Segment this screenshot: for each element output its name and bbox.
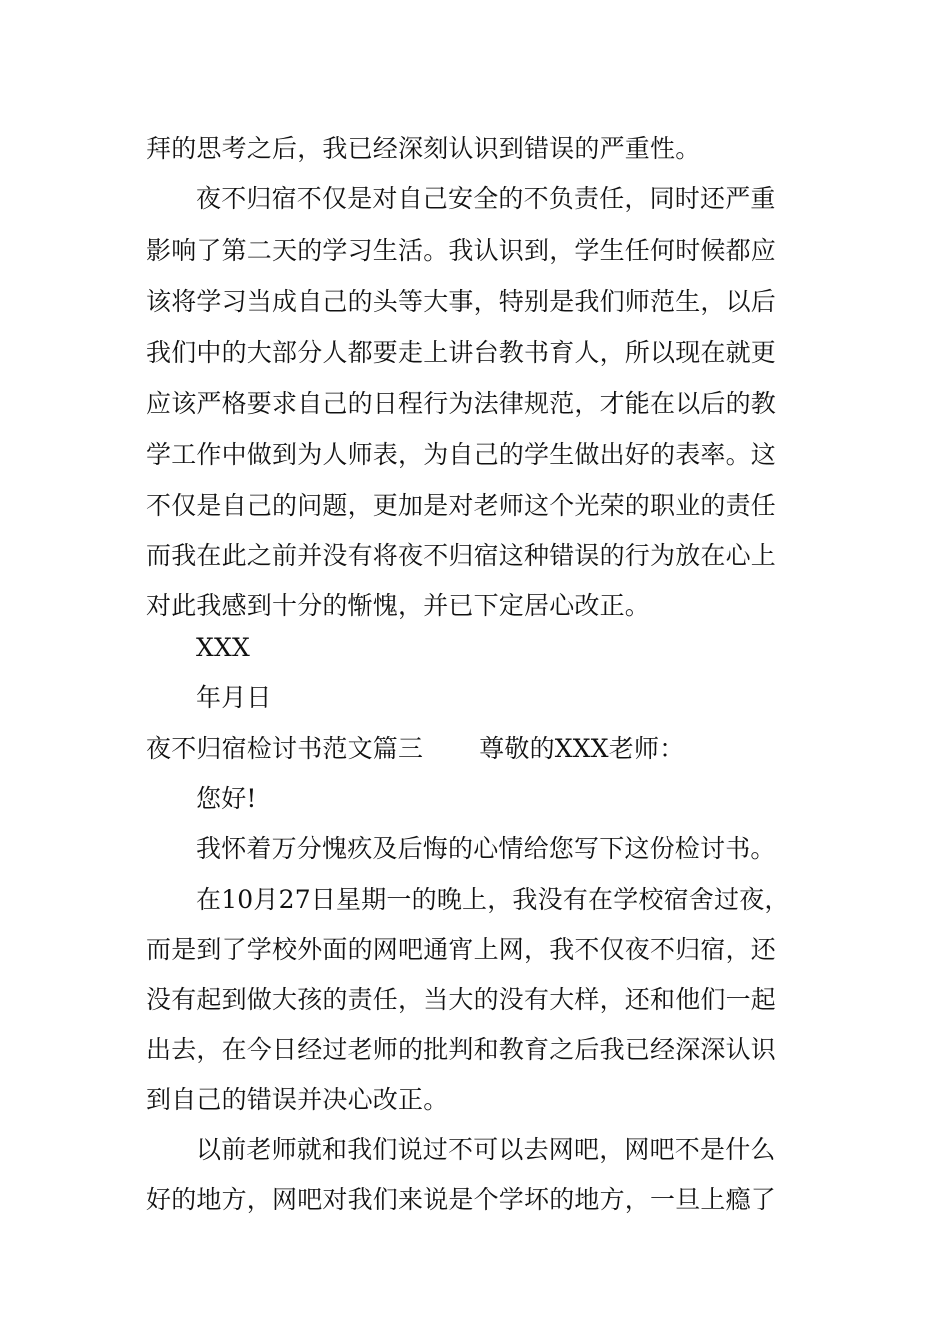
- text-line: 应该严格要求自己的日程行为法律规范，才能在以后的教: [146, 389, 777, 418]
- text-line: 到自己的错误并决心改正。: [146, 1085, 449, 1114]
- text-line: 学工作中做到为人师表，为自己的学生做出好的表率。这: [146, 440, 777, 469]
- text-line: 而我在此之前并没有将夜不归宿这种错误的行为放在心上: [146, 541, 777, 570]
- section-title: 夜不归宿检讨书范文篇三: [146, 734, 424, 763]
- paragraph-start: 我怀着万分愧疚及后悔的心情给您写下这份检讨书。: [196, 834, 776, 863]
- salutation: 尊敬的XXX老师：: [479, 734, 685, 763]
- text-line: 出去，在今日经过老师的批判和教育之后我已经深深认识: [146, 1035, 777, 1064]
- text-line: 我们中的大部分人都要走上讲台教书育人，所以现在就更: [146, 338, 777, 367]
- text-line: 没有起到做大孩的责任，当大的没有大样，还和他们一起: [146, 985, 777, 1014]
- paragraph-start: 以前老师就和我们说过不可以去网吧，网吧不是什么: [196, 1135, 776, 1164]
- greeting: 您好!: [196, 784, 257, 813]
- text-line: 而是到了学校外面的网吧通宵上网，我不仅夜不归宿，还: [146, 935, 777, 964]
- text-line: 影响了第二天的学习生活。我认识到，学生任何时候都应: [146, 236, 777, 265]
- text-line: 对此我感到十分的惭愧，并已下定居心改正。: [146, 591, 651, 620]
- section-heading-line: [146, 733, 684, 765]
- signature-name: XXX: [196, 633, 250, 662]
- text-line: 好的地方，网吧对我们来说是个学坏的地方，一旦上瘾了: [146, 1185, 777, 1214]
- signature-date: 年月日: [196, 683, 272, 712]
- paragraph-start: 夜不归宿不仅是对自己安全的不负责任，同时还严重: [196, 184, 776, 213]
- text-line: 不仅是自己的问题，更加是对老师这个光荣的职业的责任: [146, 491, 777, 520]
- text-line: 拜的思考之后，我已经深刻认识到错误的严重性。: [146, 134, 701, 163]
- paragraph-start: 在10月27日星期一的晚上，我没有在学校宿舍过夜，: [196, 885, 790, 914]
- text-line: 该将学习当成自己的头等大事，特别是我们师范生，以后: [146, 287, 777, 316]
